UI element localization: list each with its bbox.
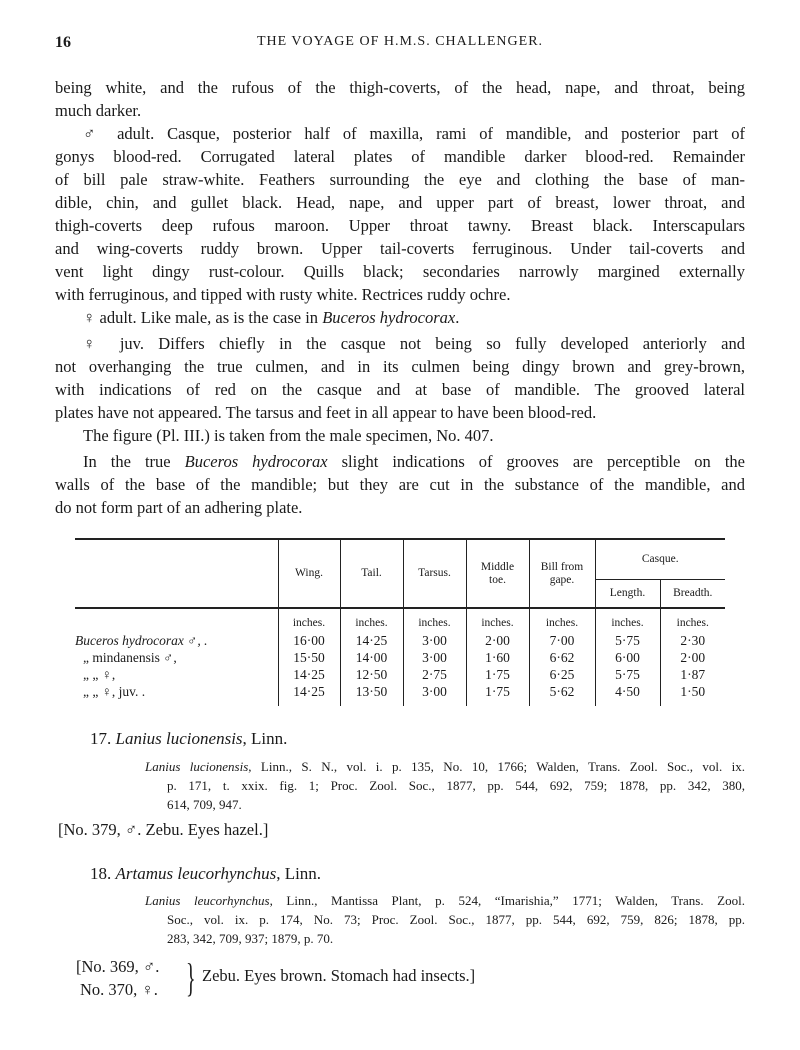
unit-cell: inches. bbox=[340, 608, 403, 632]
measurements-table bbox=[75, 538, 725, 706]
table-cell: 1·75 bbox=[466, 666, 529, 683]
text-line bbox=[55, 306, 745, 329]
column-group-header: Casque. bbox=[595, 539, 725, 579]
table-cell: 1·60 bbox=[466, 649, 529, 666]
row-label-text: „ „ ♀, juv. . bbox=[83, 684, 146, 699]
table-cell: 2·00 bbox=[660, 649, 725, 666]
text-line: walls of the base of the mandible; but they are cut in the substance of the mandible, and bbox=[55, 475, 745, 494]
column-header: Tail. bbox=[340, 539, 403, 608]
text-line: gonys blood-red. Corrugated lateral plates of mandible darker blood-red. Remainder bbox=[55, 147, 745, 166]
text-line: [No. 369, ♂. bbox=[76, 957, 160, 976]
text-span: In the true bbox=[83, 452, 185, 471]
row-label-text: „ mindanensis ♂, bbox=[83, 650, 177, 665]
unit-cell: inches. bbox=[595, 608, 660, 632]
table-corner bbox=[75, 539, 278, 608]
row-label bbox=[75, 683, 278, 706]
running-header bbox=[55, 34, 745, 56]
table-cell bbox=[75, 608, 278, 632]
table-cell: 14·25 bbox=[278, 683, 340, 706]
text-line: plates have not appeared. The tarsus and feet in all appear to have been blood-red. bbox=[55, 403, 597, 422]
italic-species: Buceros hydrocorax bbox=[184, 452, 328, 471]
table-cell: 14·00 bbox=[340, 649, 403, 666]
text-line: vent light dingy rust-colour. Quills black; secondaries narrowly margined externally bbox=[55, 262, 745, 281]
table-cell: 6·25 bbox=[529, 666, 595, 683]
synonymy-reference bbox=[145, 891, 745, 948]
table-cell: 13·50 bbox=[340, 683, 403, 706]
table-cell: 1·87 bbox=[660, 666, 725, 683]
text-line: The figure (Pl. III.) is taken from the male specimen, No. 407. bbox=[83, 426, 494, 445]
text-line: with indications of red on the casque and at base of mandible. The grooved lateral bbox=[55, 380, 745, 399]
row-label-text: Buceros hydrocorax ♂, . bbox=[75, 633, 208, 648]
specimen-note: Zebu. Eyes brown. Stomach had insects.] bbox=[202, 966, 476, 985]
text-line bbox=[145, 891, 745, 910]
text-line: with ferruginous, and tipped with rusty white. Rectrices ruddy ochre. bbox=[55, 285, 511, 304]
column-header: Tarsus. bbox=[403, 539, 466, 608]
table-row bbox=[75, 632, 725, 649]
text-line: of bill pale straw-white. Feathers surrounding the eye and clothing the base of man- bbox=[55, 170, 745, 189]
species-number: 18. bbox=[90, 864, 112, 883]
table-cell: 12·50 bbox=[340, 666, 403, 683]
table-cell: 14·25 bbox=[278, 666, 340, 683]
table-cell: 2·75 bbox=[403, 666, 466, 683]
species-author: , Linn. bbox=[242, 729, 288, 748]
running-title: THE VOYAGE OF H.M.S. CHALLENGER. bbox=[256, 34, 544, 49]
row-label bbox=[75, 649, 278, 666]
table-cell: 16·00 bbox=[278, 632, 340, 649]
table-cell: 2·30 bbox=[660, 632, 725, 649]
table-row bbox=[75, 683, 725, 706]
text-line: ♀ juv. Differs chiefly in the casque not being so fully developed anteriorly and bbox=[83, 334, 745, 353]
text-span: . bbox=[455, 308, 460, 327]
table-cell: 1·75 bbox=[466, 683, 529, 706]
row-label bbox=[75, 666, 278, 683]
text-line: do not form part of an adhering plate. bbox=[55, 498, 303, 517]
text-line: dible, chin, and gullet black. Head, nape, and upper part of breast, lower throat, and bbox=[55, 193, 745, 212]
table-cell: 15·50 bbox=[278, 649, 340, 666]
text-span: ♀ adult. Like male, as is the case in bbox=[83, 308, 323, 327]
unit-cell: inches. bbox=[278, 608, 340, 632]
species-number: 17. bbox=[90, 729, 112, 748]
text-line bbox=[145, 757, 745, 776]
table-cell: 7·00 bbox=[529, 632, 595, 649]
units-row bbox=[75, 608, 725, 632]
table-cell: 5·75 bbox=[595, 666, 660, 683]
brace-symbol: } bbox=[186, 955, 196, 1000]
unit-cell: inches. bbox=[466, 608, 529, 632]
italic-species: Lanius leucorhynchus bbox=[145, 893, 270, 908]
text-line: not overhanging the true culmen, and in its culmen being dingy brown and grey-brown, bbox=[55, 357, 745, 376]
column-header: Breadth. bbox=[660, 579, 725, 608]
table-cell: 3·00 bbox=[403, 683, 466, 706]
text-line: Soc., vol. ix. p. 174, No. 73; Proc. Zool. Soc., 1877, pp. 544, 692, 759, 826; 1878, pp. bbox=[167, 912, 745, 927]
table-cell: 2·00 bbox=[466, 632, 529, 649]
text-line: No. 370, ♀. bbox=[80, 980, 158, 999]
table-cell: 3·00 bbox=[403, 649, 466, 666]
table-cell: 5·62 bbox=[529, 683, 595, 706]
table-cell: 14·25 bbox=[340, 632, 403, 649]
unit-cell: inches. bbox=[529, 608, 595, 632]
column-header: Middle toe. bbox=[466, 539, 529, 608]
table-cell: 6·00 bbox=[595, 649, 660, 666]
species-author: , Linn. bbox=[276, 864, 322, 883]
unit-cell: inches. bbox=[660, 608, 725, 632]
text-line: ♂ adult. Casque, posterior half of maxilla, rami of mandible, and posterior part of bbox=[83, 124, 745, 143]
text-line: p. 171, t. xxix. fig. 1; Proc. Zool. Soc., 1877, pp. 544, 692, 759; 1878, pp. 342, 380, bbox=[167, 778, 745, 793]
row-label-text: „ „ ♀, bbox=[83, 667, 116, 682]
text-span: slight indications of grooves are perceptible on the bbox=[341, 452, 745, 471]
italic-species: Buceros hydrocorax bbox=[322, 308, 456, 327]
table-cell: 1·50 bbox=[660, 683, 725, 706]
table-row bbox=[75, 649, 725, 666]
column-header: Bill from gape. bbox=[529, 539, 595, 608]
table-cell: 3·00 bbox=[403, 632, 466, 649]
table-cell: 4·50 bbox=[595, 683, 660, 706]
specimen-note-numbers bbox=[76, 955, 160, 1001]
page-number: 16 bbox=[55, 34, 71, 51]
column-header: Length. bbox=[595, 579, 660, 608]
table-cell: 5·75 bbox=[595, 632, 660, 649]
unit-cell: inches. bbox=[403, 608, 466, 632]
species-name: Artamus leucorhynchus bbox=[115, 864, 277, 883]
table-row bbox=[75, 666, 725, 683]
text-span: , Linn., Mantissa Plant, p. 524, “Imarishia,” 1771; Walden, Trans. Zool. bbox=[269, 893, 745, 908]
text-line: much darker. bbox=[55, 101, 142, 120]
body-text bbox=[55, 76, 745, 519]
text-line: thigh-coverts deep rufous maroon. Upper throat tawny. Breast black. Interscapulars bbox=[55, 216, 745, 235]
text-line: being white, and the rufous of the thigh-coverts, of the head, nape, and throat, being bbox=[55, 78, 745, 97]
species-name: Lanius lucionensis bbox=[115, 729, 243, 748]
synonymy-reference bbox=[145, 757, 745, 814]
species-heading bbox=[90, 864, 321, 884]
table-cell: 6·62 bbox=[529, 649, 595, 666]
text-span: , Linn., S. N., vol. i. p. 135, No. 10, 1766; Walden, Trans. Zool. Soc., vol. ix. bbox=[248, 759, 745, 774]
italic-species: Lanius lucionensis bbox=[145, 759, 249, 774]
specimen-note: [No. 379, ♂. Zebu. Eyes hazel.] bbox=[58, 820, 269, 839]
species-heading bbox=[90, 729, 287, 749]
text-line: 283, 342, 709, 937; 1879, p. 70. bbox=[167, 931, 334, 946]
text-line bbox=[55, 450, 745, 473]
text-line: and wing-coverts ruddy brown. Upper tail-coverts ferruginous. Under tail-coverts and bbox=[55, 239, 745, 258]
text-line: 614, 709, 947. bbox=[167, 797, 242, 812]
row-label bbox=[75, 632, 278, 649]
column-header: Wing. bbox=[278, 539, 340, 608]
